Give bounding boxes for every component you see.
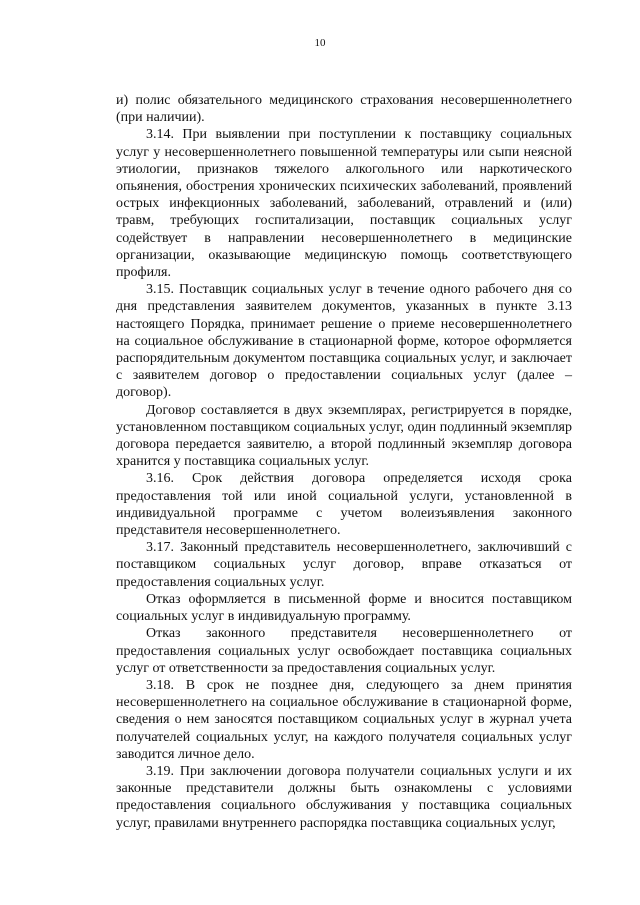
paragraph-3-14: 3.14. При выявлении при поступлении к поставщику социальных услуг у несовершеннолетнего повышенной температуры или сыпи неясной этиологии, признаков тяжелого алкогольного или наркотического опьянения, обострения хронических психических заболеваний, проявлений острых инфекционных заболеваний, заболеваний, отравлений и (или) травм, требующих госпитализации, поставщик социальных услуг содействует в направлении несовершеннолетнего в медицинские организации, оказывающие медицинскую помощь соответствующего профиля. xyxy=(116,127,572,281)
paragraph-refusal-form: Отказ оформляется в письменной форме и вносится поставщиком социальных услуг в индивидуальную программу. xyxy=(116,591,572,625)
paragraph-contract: Договор составляется в двух экземплярах, регистрируется в порядке, установленном поставщиком социальных услуг, один подлинный экземпляр договора передается заявителю, а второй подлинный экземпляр договора хранится у поставщика социальных услуг. xyxy=(116,402,572,470)
paragraph-refusal-liability: Отказ законного представителя несовершеннолетнего от предоставления социальных услуг освобождает поставщика социальных услуг от ответственности за предоставления социальных услуг. xyxy=(116,626,572,676)
paragraph-3-16: 3.16. Срок действия договора определяется исходя срока предоставления той или иной социальной услуги, установленной в индивидуальной программе с учетом волеизъявления законного представителя несовершеннолетнего. xyxy=(116,471,572,539)
paragraph-item-i: и) полис обязательного медицинского страхования несовершеннолетнего (при наличии). xyxy=(116,93,572,126)
paragraph-3-19: 3.19. При заключении договора получатели социальных услуги и их законные представители должны быть ознакомлены с условиями предоставления социального обслуживания у поставщика социальных услуг, правилами внутреннего распорядка поставщика социальных услуг, xyxy=(116,763,572,831)
document-body xyxy=(116,92,572,832)
page-number: 10 xyxy=(314,37,326,49)
paragraph-3-17: 3.17. Законный представитель несовершеннолетнего, заключивший с поставщиком социальных услуг договор, вправе отказаться от предоставления социальных услуг. xyxy=(116,540,572,590)
paragraph-3-18: 3.18. В срок не позднее дня, следующего за днем принятия несовершеннолетнего на социальное обслуживание в стационарной форме, сведения о нем заносятся поставщиком социальных услуг в журнал учета получателей социальных услуг, на каждого получателя социальных услуг заводится личное дело. xyxy=(116,677,572,762)
paragraph-3-15: 3.15. Поставщик социальных услуг в течение одного рабочего дня со дня представления заявителем документов, указанных в пункте 3.13 настоящего Порядка, принимает решение о приеме несовершеннолетнего на социальное обслуживание в стационарной форме, которое оформляется распорядительным документом поставщика социальных услуг, и заключает с заявителем договор о предоставлении социальных услуг (далее – договор). xyxy=(116,282,572,401)
